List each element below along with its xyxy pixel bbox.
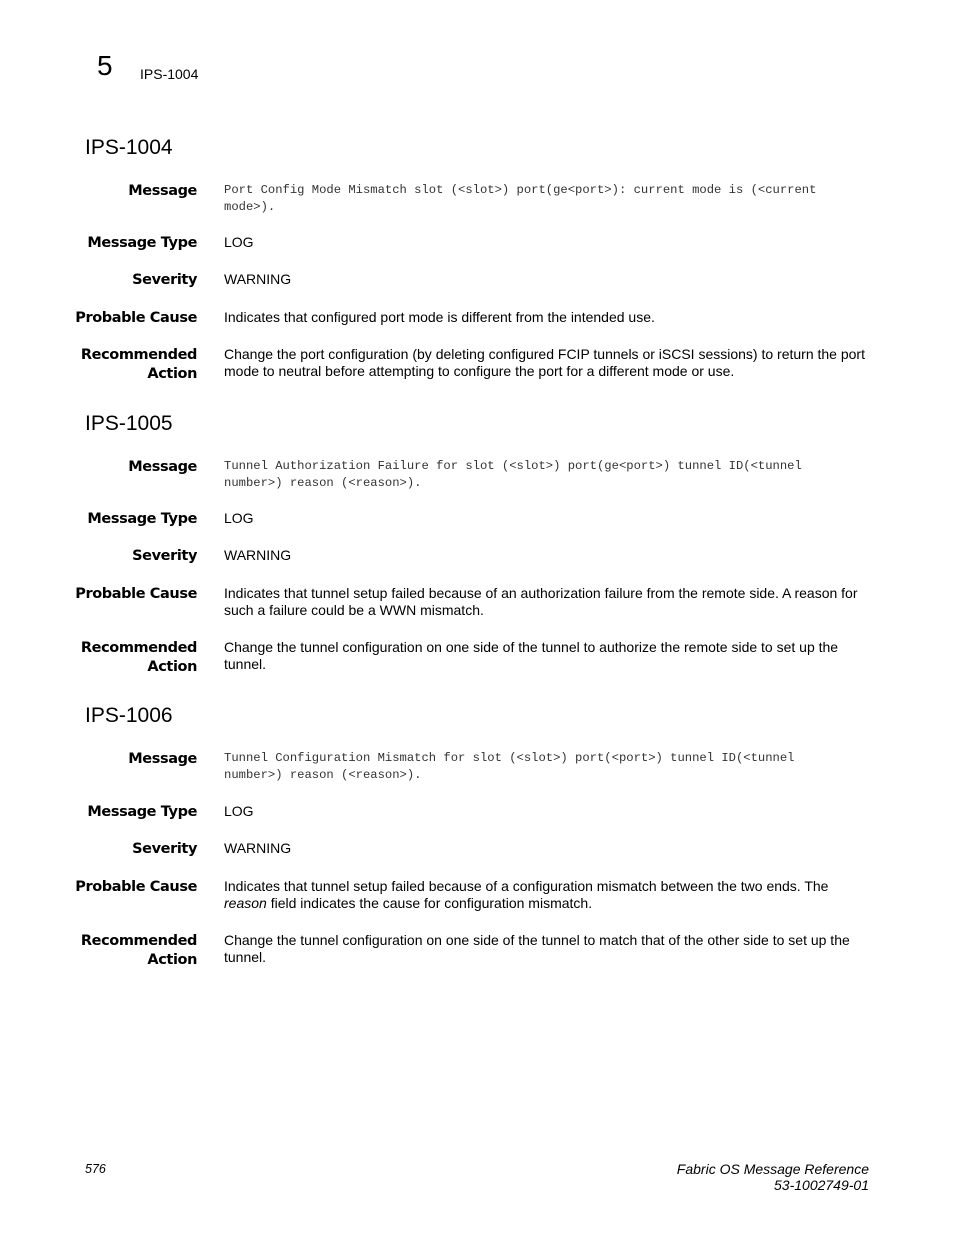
message-line: number>) reason (<reason>).: [224, 768, 422, 782]
message-type-label: Message Type: [87, 804, 197, 820]
severity-value: WARNING: [224, 271, 292, 287]
probable-cause-label: Probable Cause: [75, 879, 197, 895]
recommended-action-value: [224, 932, 874, 966]
message-type-value: LOG: [224, 803, 254, 819]
message-type-value: LOG: [224, 510, 254, 526]
recommended-action-value: [224, 639, 874, 673]
severity-value: WARNING: [224, 840, 292, 856]
probable-cause-value: [224, 309, 874, 326]
probable-cause-label: Probable Cause: [75, 586, 197, 602]
cause-line: Indicates that tunnel setup failed because of a configuration mismatch between the two ends. The: [224, 878, 829, 894]
message-value: [224, 182, 874, 216]
cause-line: Indicates that configured port mode is different from the intended use.: [224, 309, 655, 325]
section-title: IPS-1004: [85, 136, 173, 159]
severity-label: Severity: [132, 841, 197, 857]
action-line: Change the port configuration (by deleting configured FCIP tunnels or iSCSI sessions) to return the port: [224, 346, 865, 362]
label-line: Action: [147, 366, 197, 382]
severity-label: Severity: [132, 548, 197, 564]
recommended-action-label: [60, 932, 197, 970]
message-line: Port Config Mode Mismatch slot (<slot>) port(ge<port>): current mode is (<current: [224, 183, 817, 197]
message-label: Message: [128, 459, 197, 475]
message-type-value: LOG: [224, 234, 254, 250]
message-line: Tunnel Authorization Failure for slot (<slot>) port(ge<port>) tunnel ID(<tunnel: [224, 459, 802, 473]
page-number: 576: [85, 1162, 106, 1176]
label-line: Action: [147, 952, 197, 968]
probable-cause-value: [224, 585, 874, 619]
probable-cause-label: Probable Cause: [75, 310, 197, 326]
probable-cause-value: [224, 878, 874, 912]
message-label: Message: [128, 751, 197, 767]
message-line: number>) reason (<reason>).: [224, 476, 422, 490]
message-type-label: Message Type: [87, 235, 197, 251]
severity-label: Severity: [132, 272, 197, 288]
label-line: Recommended: [80, 640, 197, 656]
reason-emphasis: reason: [224, 895, 267, 911]
message-line: mode>).: [224, 200, 276, 214]
section-title: IPS-1006: [85, 704, 173, 727]
message-type-label: Message Type: [87, 511, 197, 527]
message-label: Message: [128, 183, 197, 199]
message-line: Tunnel Configuration Mismatch for slot (<slot>) port(<port>) tunnel ID(<tunnel: [224, 751, 795, 765]
action-line: Change the tunnel configuration on one side of the tunnel to match that of the other side to set up the: [224, 932, 850, 948]
action-line: tunnel.: [224, 656, 267, 672]
message-value: [224, 750, 874, 784]
action-line: mode to neutral before attempting to configure the port for a different mode or use.: [224, 363, 735, 379]
action-line: Change the tunnel configuration on one side of the tunnel to authorize the remote side to set up the: [224, 639, 839, 655]
doc-title: Fabric OS Message Reference: [676, 1161, 869, 1177]
label-line: Action: [147, 659, 197, 675]
section-title: IPS-1005: [85, 412, 173, 435]
recommended-action-label: [60, 346, 197, 384]
label-line: Recommended: [80, 933, 197, 949]
message-value: [224, 458, 874, 492]
action-line: tunnel.: [224, 949, 267, 965]
severity-value: WARNING: [224, 547, 292, 563]
cause-line: such a failure could be a WWN mismatch.: [224, 602, 484, 618]
doc-number: 53-1002749-01: [774, 1177, 869, 1193]
running-header: IPS-1004: [140, 66, 199, 82]
label-line: Recommended: [80, 347, 197, 363]
cause-line: Indicates that tunnel setup failed because of an authorization failure from the remote side. A reason for: [224, 585, 858, 601]
recommended-action-value: [224, 346, 874, 380]
footer-doc-info: [677, 1161, 869, 1193]
cause-line-rest: field indicates the cause for configuration mismatch.: [266, 895, 593, 911]
chapter-number: 5: [97, 50, 113, 81]
cause-line: [224, 895, 874, 912]
recommended-action-label: [60, 639, 197, 677]
